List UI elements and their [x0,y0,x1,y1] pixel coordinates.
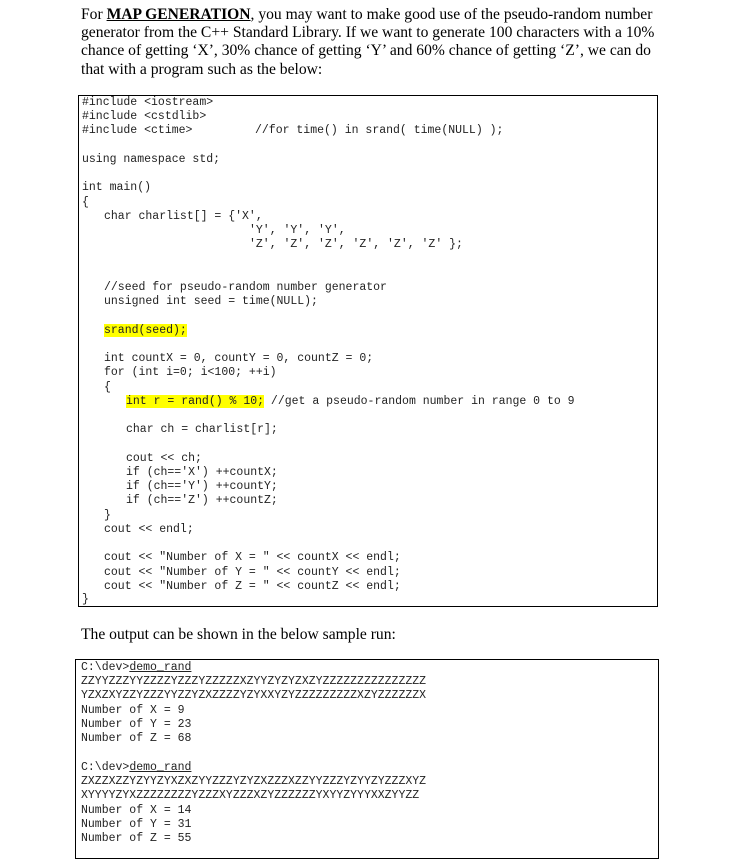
run1-count-z: Number of Z = 68 [81,732,192,745]
run1-command: demo_rand [129,661,192,674]
code-line-if-z: if (ch=='Z') ++countZ; [126,494,278,507]
rand-comment: //get a pseudo-random number in range 0 to 9 [264,395,575,408]
run2-prompt [81,761,191,775]
code-line-cout-endl: cout << endl; [104,523,194,536]
run1-sequence-line2: YZXZXYZZYZZZYYZZYZXZZZZYZYXXYZYZZZZZZZZZXZYZZZZZZX [81,689,427,702]
code-line-include-ctime: #include <ctime> [82,124,193,137]
code-line-if-y: if (ch=='Y') ++countY; [126,480,278,493]
code-line-close-brace: } [82,593,89,606]
code-line-loop-close-brace: } [104,509,111,522]
intro-keyword: MAP GENERATION [106,6,251,23]
run1-prompt [81,661,191,675]
intro-paragraph [81,6,666,79]
code-line-charlist-y: 'Y', 'Y', 'Y', [249,224,346,237]
run1-count-x: Number of X = 9 [81,704,185,717]
run2-count-x: Number of X = 14 [81,804,192,817]
code-line-seed: unsigned int seed = time(NULL); [104,295,318,308]
intro-lead: For [81,6,107,23]
run2-count-z: Number of Z = 55 [81,832,192,845]
run2-sequence-line2: XYYYYZYXZZZZZZZZYZZZXYZZZXZYZZZZZZYXYYZYYYXXZYYZZ [81,789,420,802]
intro-line3: chance of getting ‘X’, 30% chance of getting ‘Y’ and 60% chance of getting ‘Z’, we can do [81,42,651,60]
code-line-ctime-comment: //for time() in srand( time(NULL) ); [255,124,504,137]
intro-line4: that with a program such as the below: [81,60,323,78]
code-line-charlist: char charlist[] = {'X', [104,210,263,223]
code-line-print-y: cout << "Number of Y = " << countY << endl; [104,566,401,579]
output-intro-text: The output can be shown in the below sample run: [81,626,396,643]
run1-sequence-line1: ZZYYZZZYYZZZZYZZZYZZZZZXZYYZYZYZXZYZZZZZZZZZZZZZZZ [81,675,427,688]
code-line-open-brace: { [82,196,89,209]
run2-prompt-prefix: C:\dev> [81,761,130,774]
intro-line2: generator from the C++ Standard Library. If we want to generate 100 characters with a 10% [81,24,655,42]
code-line-seed-comment: //seed for pseudo-random number generator [104,281,387,294]
code-line-counters: int countX = 0, countY = 0, countZ = 0; [104,352,374,365]
code-line-for-loop: for (int i=0; i<100; ++i) [104,366,277,379]
run2-command: demo_rand [129,761,192,774]
run1-count-y: Number of Y = 23 [81,718,192,731]
code-line-print-z: cout << "Number of Z = " << countZ << endl; [104,580,401,593]
code-line-loop-open-brace: { [104,381,111,394]
code-line-char-ch: char ch = charlist[r]; [126,423,278,436]
run2-sequence-line1: ZXZZXZZYZYYZYXZXZYYZZZYZYZXZZZXZZYYZZZYZYYZYZZZXYZ [81,775,427,788]
sample-output-box [75,659,659,859]
run1-prompt-prefix: C:\dev> [81,661,130,674]
code-line-if-x: if (ch=='X') ++countX; [126,466,278,479]
code-line-charlist-z: 'Z', 'Z', 'Z', 'Z', 'Z', 'Z' }; [249,238,463,251]
code-listing-box [78,95,658,607]
srand-highlight: srand(seed); [104,324,187,337]
code-line-rand [126,395,575,409]
run2-count-y: Number of Y = 31 [81,818,192,831]
code-line-srand [104,324,187,338]
code-line-cout-ch: cout << ch; [126,452,202,465]
code-line-print-x: cout << "Number of X = " << countX << endl; [104,551,401,564]
code-line-include-cstdlib: #include <cstdlib> [82,110,207,123]
intro-line1-rest: , you may want to make good use of the pseudo-random number [250,6,653,23]
code-line-include-iostream: #include <iostream> [82,96,214,109]
rand-highlight: int r = rand() % 10; [126,395,265,408]
code-line-main: int main() [82,181,152,194]
code-line-using-namespace: using namespace std; [82,153,221,166]
